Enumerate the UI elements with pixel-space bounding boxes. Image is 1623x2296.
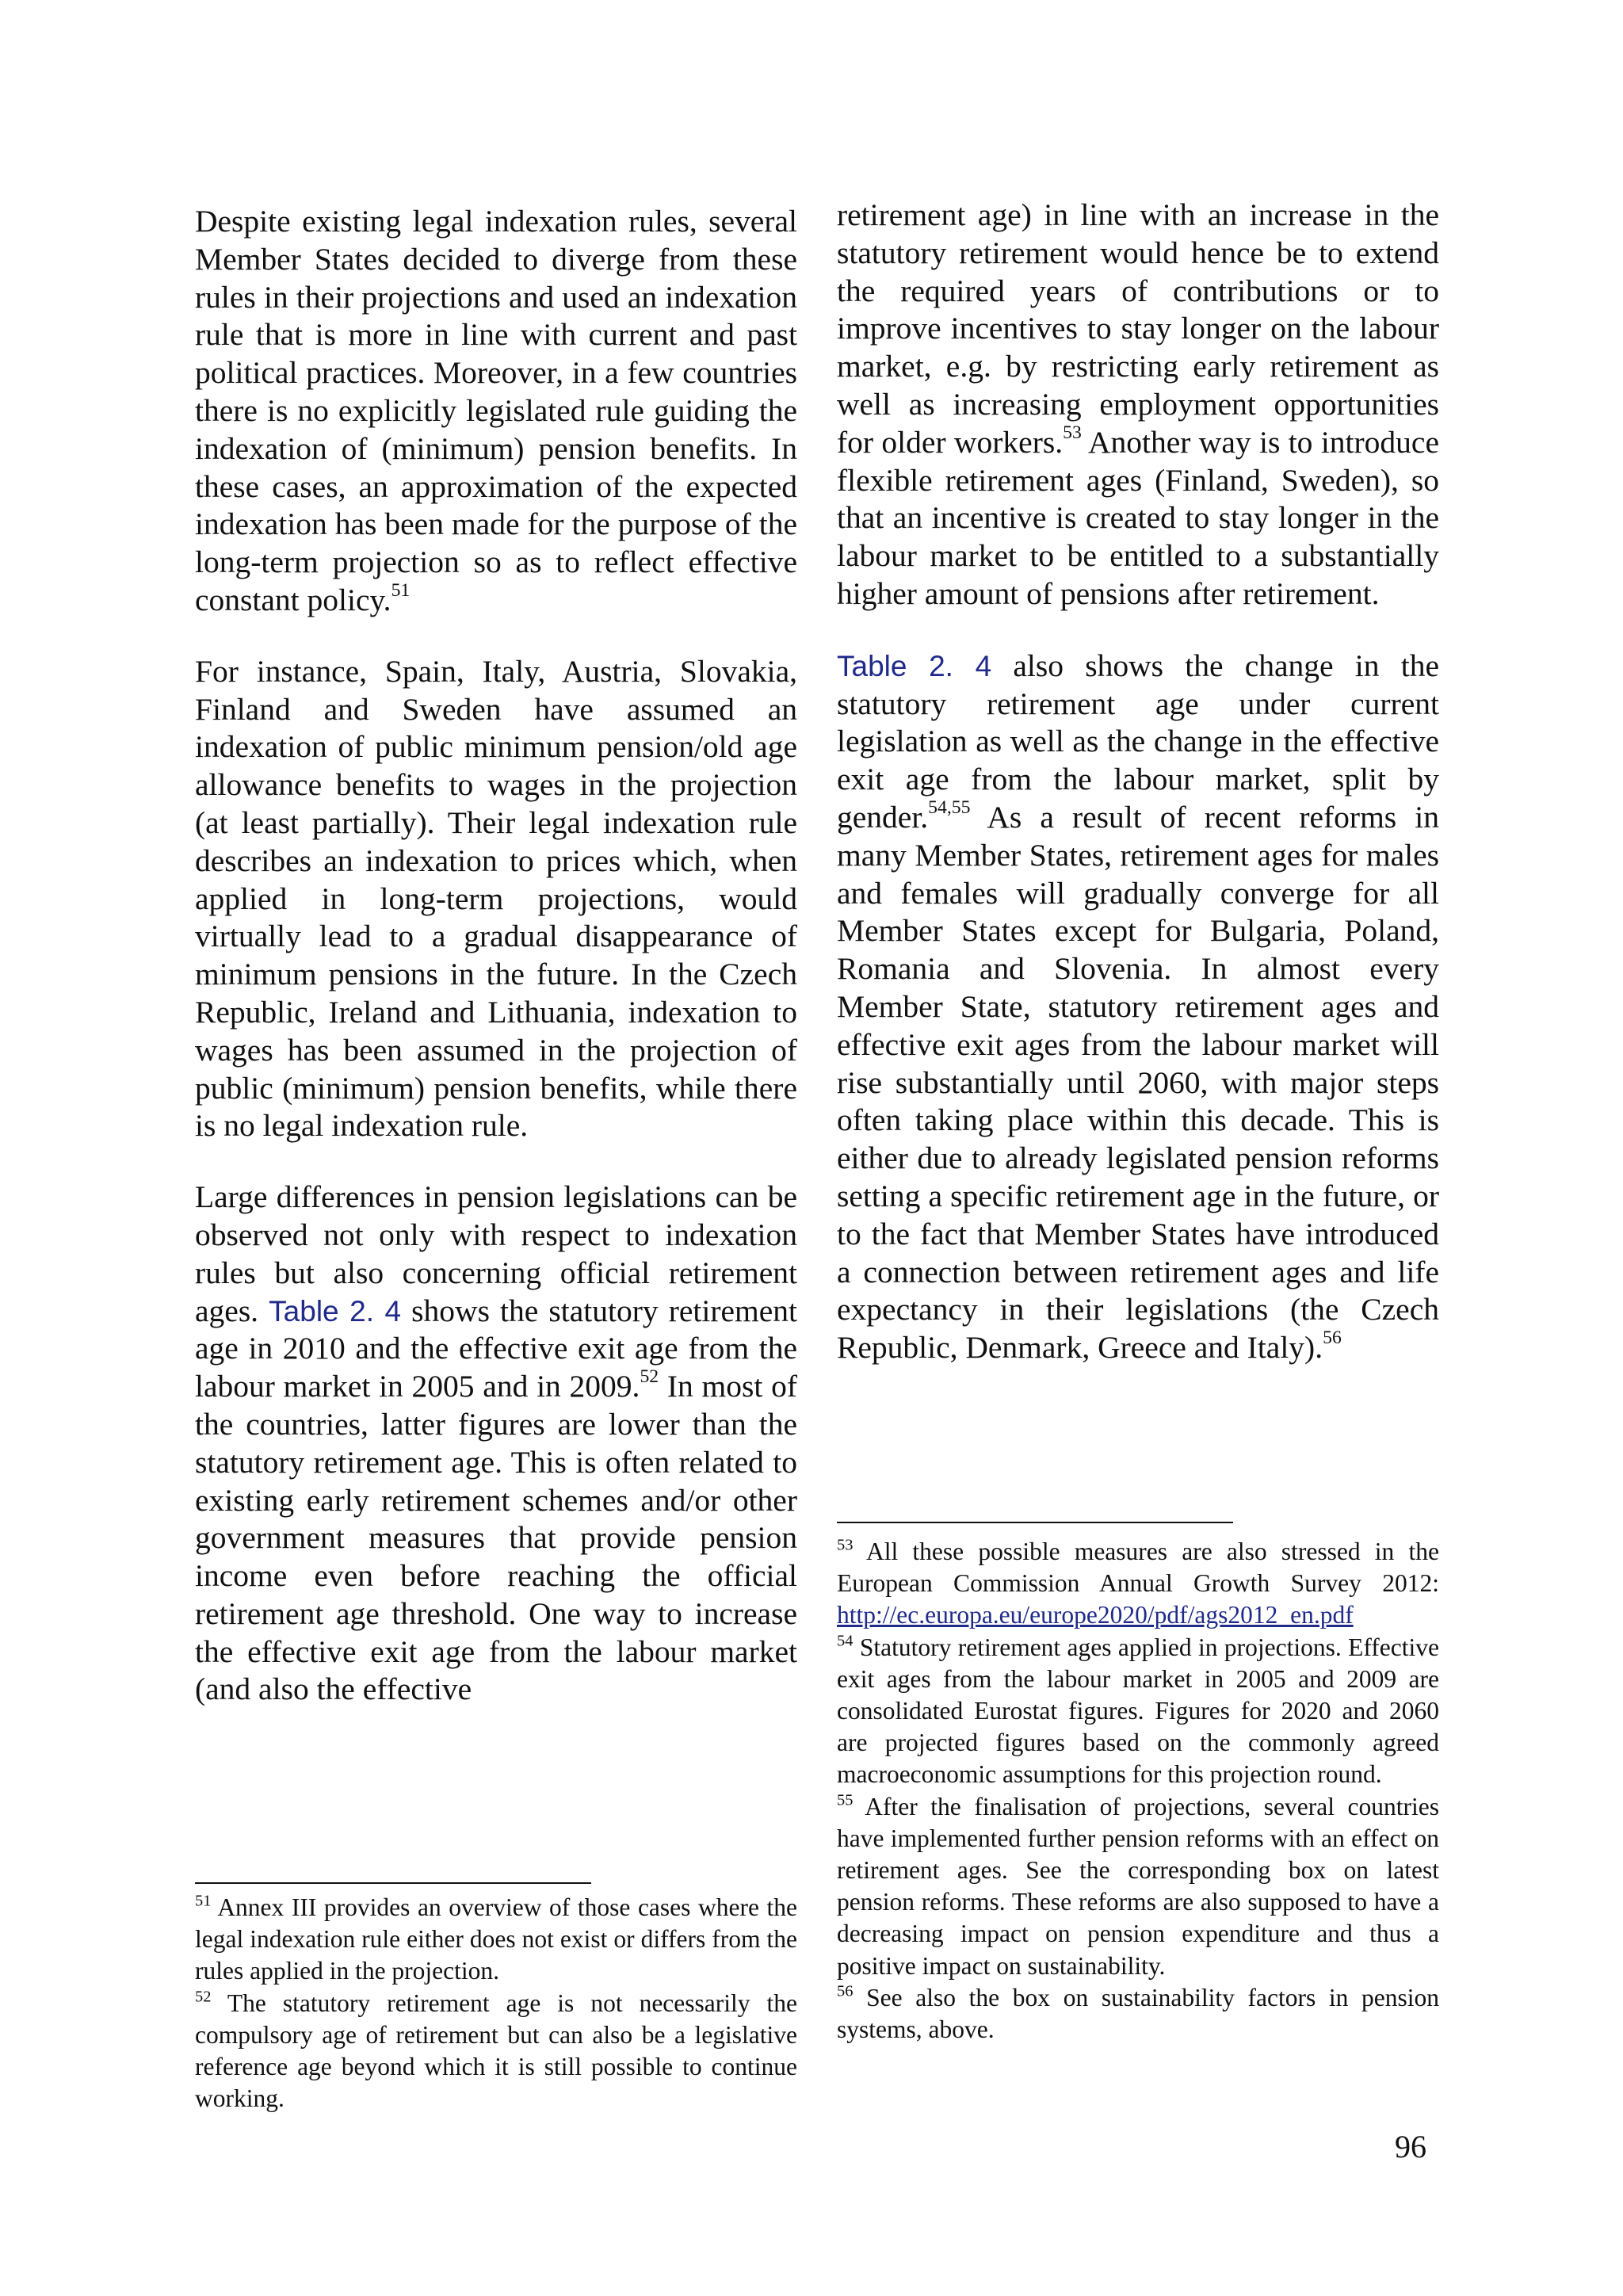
footnote-ref-52[interactable]: 52: [640, 1366, 659, 1388]
footnotes-left: [195, 1892, 797, 2115]
paragraph-indexation-rules: Despite existing legal indexation rules, several Member States decided to diverge from these rules in their projections and used an indexation rule that is more in line with current and past political practices. Moreover, in a few countries there is no explicitly legislated rule guiding the indexation of (minimum) pension benefits. In these cases, an approximation of the expected indexation has been made for the purpose of the long-term projection so as to reflect effective constant policy.$^{51}$: [195, 204, 797, 617]
footnote-52: $^{52}$ The statutory retirement age is not necessarily the compulsory age of retirement but can also be a legislative reference age beyond which it is still possible to continue working.: [195, 1988, 798, 2113]
ags2012-link[interactable]: http://ec.europa.eu/europe2020/pdf/ags2012_en.pdf: [837, 1601, 1354, 1629]
footnote-ref-51[interactable]: 51: [391, 580, 411, 602]
footnote-ref-53[interactable]: 53: [1063, 422, 1082, 444]
left-column: [195, 203, 797, 1709]
table-2-4-link[interactable]: Table 2. 4: [269, 1294, 402, 1328]
right-column: [837, 197, 1440, 1367]
footnote-ref-56[interactable]: 56: [1323, 1328, 1342, 1349]
paragraph-minimum-pension-examples: For instance, Spain, Italy, Austria, Slovakia, Finland and Sweden have assumed an indexation of public minimum pension/old age allowance benefits to wages in the projection (at least partially). Their legal indexation rule describes an indexation to prices which, when applied in long-term projections, would virtually lead to a gradual disappearance of minimum pensions in the future. In the Czech Republic, Ireland and Lithuania, indexation to wages has been assumed in the projection of public (minimum) pension benefits, while there is no legal indexation rule.: [195, 653, 797, 1144]
footnotes-right: [837, 1536, 1439, 2046]
footnote-divider-left: [195, 1882, 591, 1884]
footnote-divider-right: [837, 1522, 1233, 1523]
page-number: 96: [1395, 2129, 1426, 2164]
paragraph-retirement-ages: Large differences in pension legislations can be observed not only with respect to indexation rules but also concerning official retirement ages. Table 2. 4 shows the statutory retirement age in 2010 and the effective exit age from the labour market in 2005 and in 2009.52 In most of the countries, latter figures are lower than the statutory retirement age. This is often related to existing early retirement schemes and/or other government measures that provide pension income even before reaching the official retirement age threshold. One way to increase the effective exit age from the labour market (and also the effective: [195, 1179, 798, 1707]
footnote-53: $^{53}$ All these possible measures are also stressed in the European Commission Annual Growth Survey 2012: http://ec.europa.eu/europe2020/pdf/ags2012_en.pdf: [837, 1536, 1439, 1629]
paragraph-table-change-ages: Table 2. 4 also shows the change in the statutory retirement age under current legislation as well as the change in the effective exit age from the labour market, split by gender.$^{54,55}$ As a result of recent reforms in many Member States, retirement ages for males and females will gradually converge for all Member States except for Bulgaria, Poland, Romania and Slovenia. In almost every Member State, statutory retirement ages and effective exit ages from the labour market will rise substantially until 2060, with major steps often taking place within this decade. This is either due to already legislated pension reforms setting a specific retirement age in the future, or to the fact that Member States have introduced a connection between retirement ages and life expectancy in their legislations (the Czech Republic, Denmark, Greece and Italy).$^{56}$: [837, 648, 1440, 1366]
table-2-4-link[interactable]: Table 2. 4: [837, 649, 992, 682]
footnote-ref-54-55[interactable]: 54,55: [928, 797, 971, 819]
footnote-56: $^{56}$ See also the box on sustainability factors in pension systems, above.: [837, 1982, 1440, 2044]
footnote-54: $^{54}$ Statutory retirement ages applied in projections. Effective exit ages from the labour market in 2005 and 2009 are consolidated Eurostat figures. Figures for 2020 and 2060 are projected figures based on the commonly agreed macroeconomic assumptions for this projection round.: [837, 1632, 1439, 1789]
footnote-55: $^{55}$ After the finalisation of projections, several countries have implemented further pension reforms with an effect on retirement ages. See the corresponding box on latest pension reforms. These reforms are also supposed to have a decreasing impact on pension expenditure and thus a positive impact on sustainability.: [837, 1791, 1440, 1980]
paragraph-continued-retirement-age: retirement age) in line with an increase in the statutory retirement would hence be to extend the required years of contributions or to improve incentives to stay longer on the labour market, e.g. by restricting early retirement as well as increasing employment opportunities for older workers.$^{53}$ Another way is to introduce flexible retirement ages (Finland, Sweden), so that an incentive is created to stay longer in the labour market to be entitled to a substantially higher amount of pensions after retirement.: [837, 197, 1439, 611]
footnote-51: $^{51}$ Annex III provides an overview of those cases where the legal indexation rule either does not exist or differs from the rules applied in the projection.: [195, 1892, 797, 1985]
